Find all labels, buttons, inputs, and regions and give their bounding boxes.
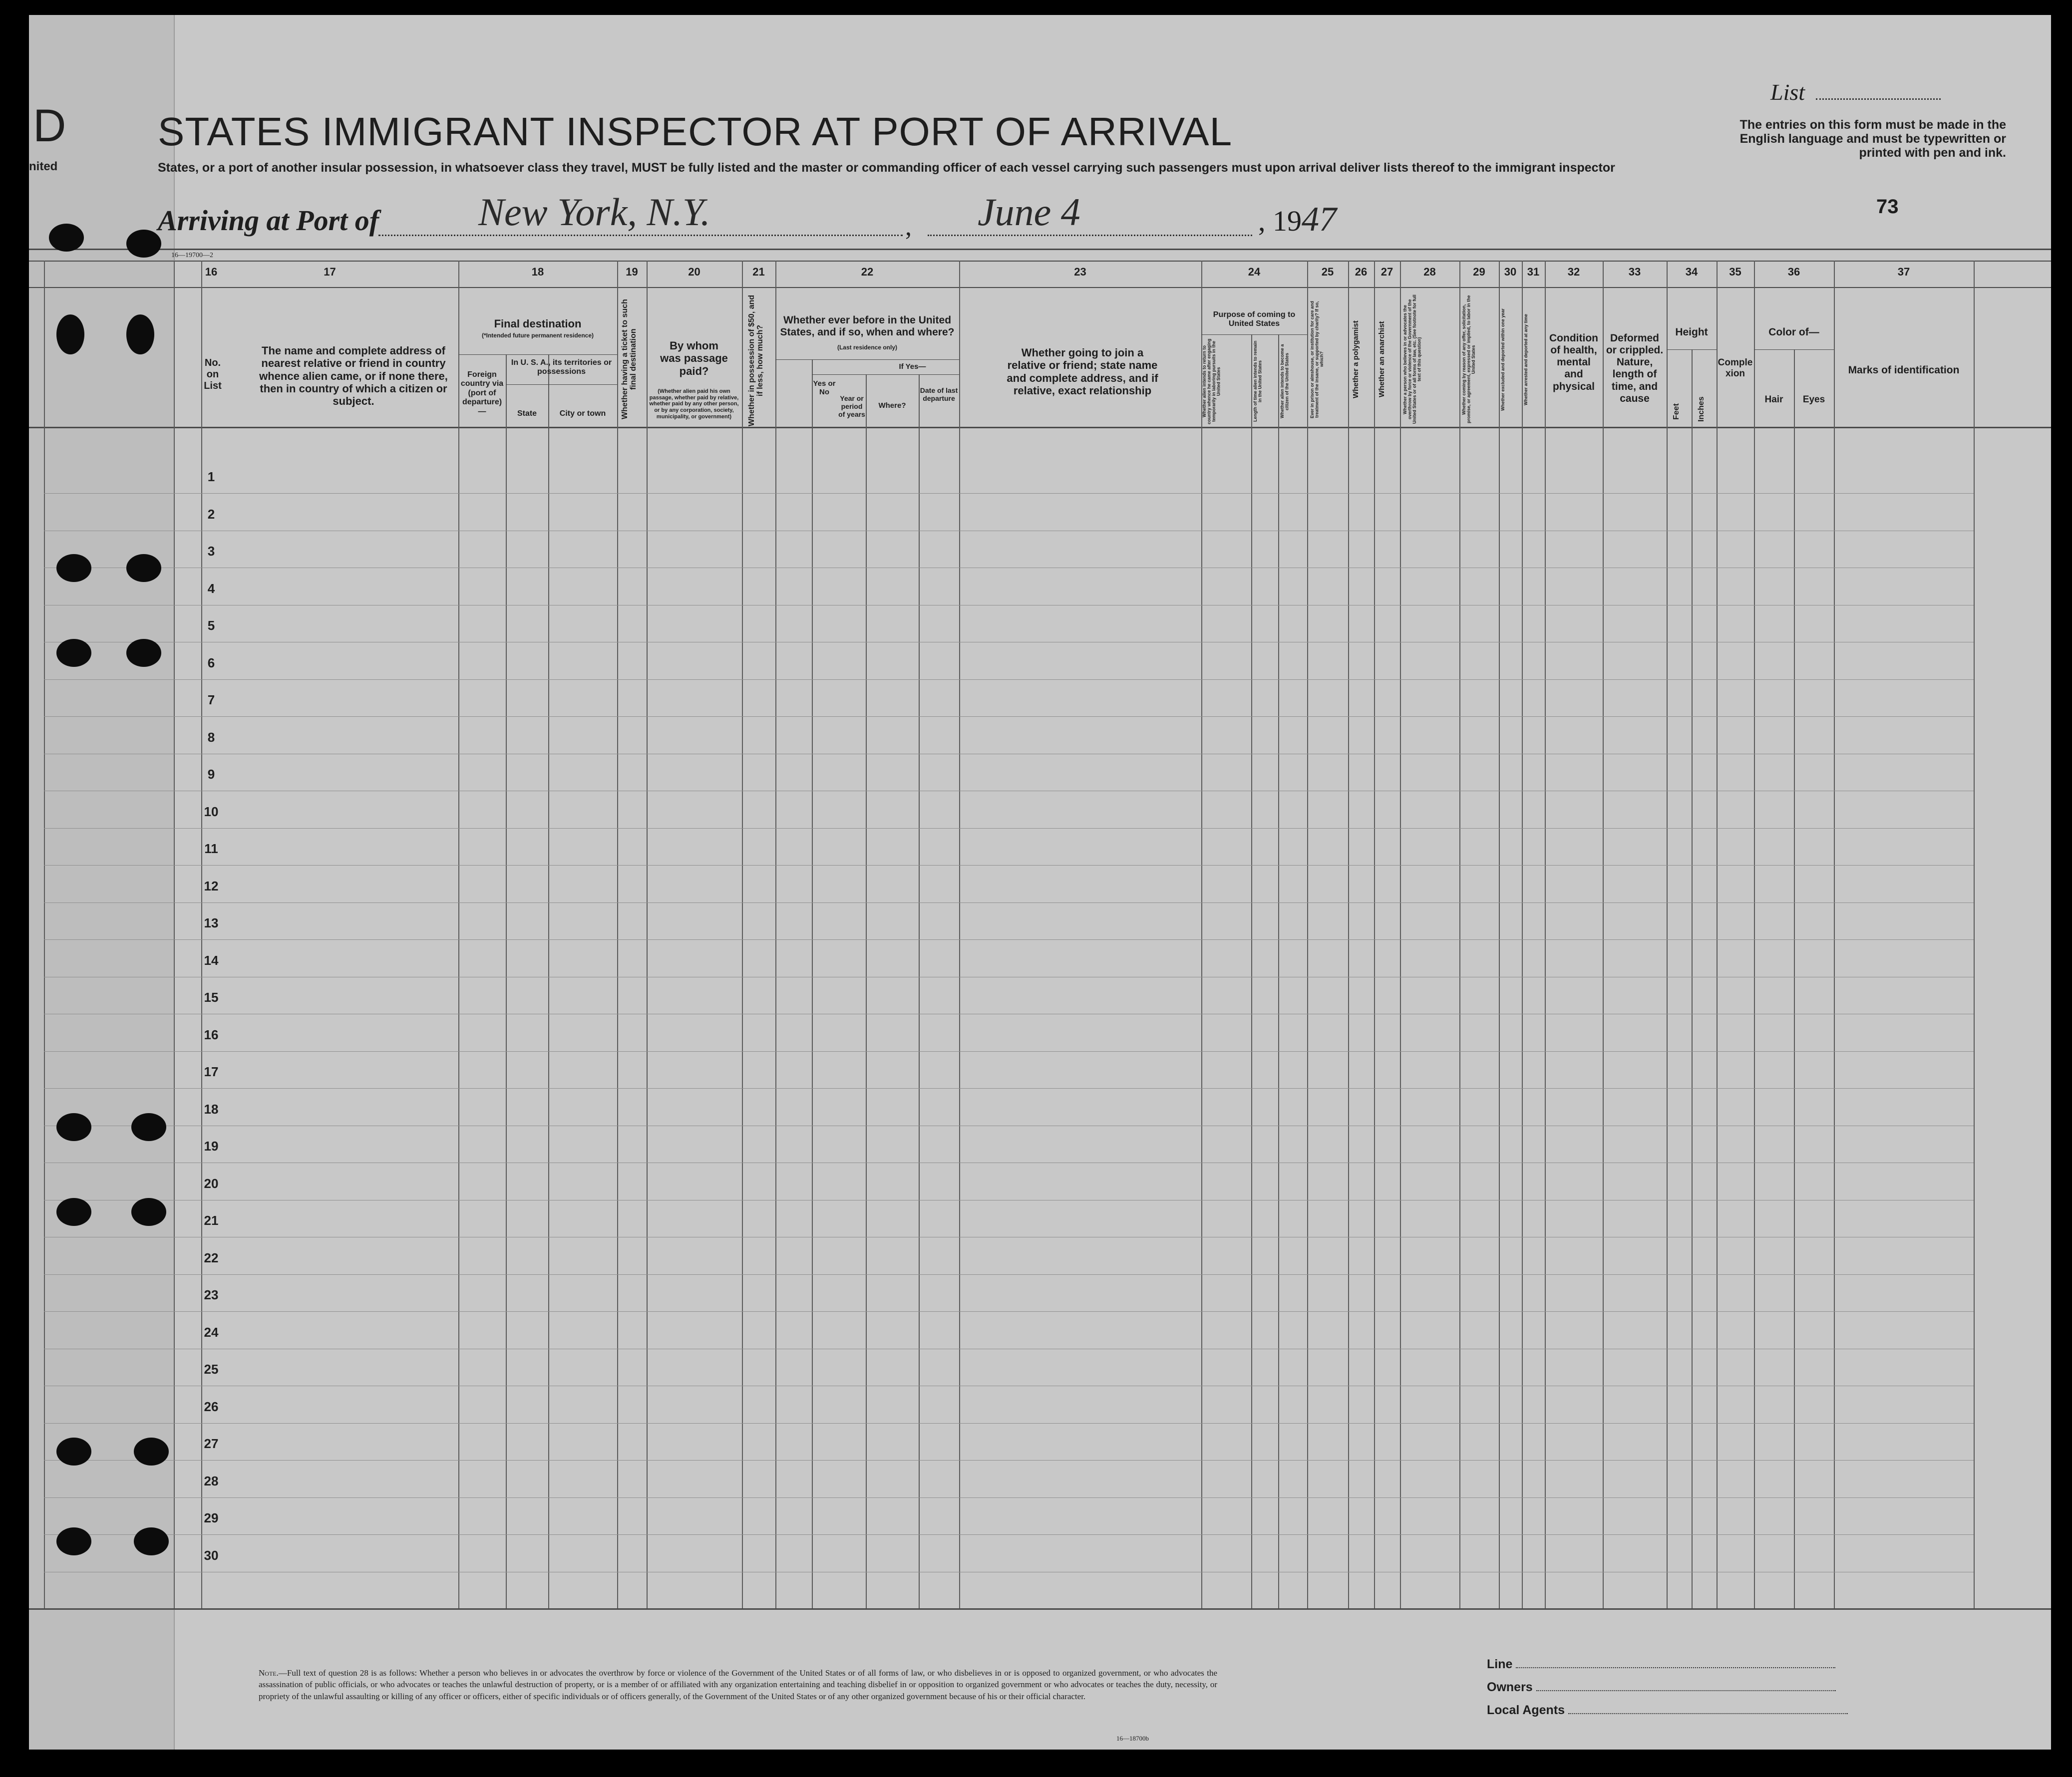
punch-hole [126,314,154,354]
arrival-year: , 1947 [1258,200,1337,239]
colnum-35: 35 [1729,266,1741,278]
col-line-36 [1834,261,1835,1608]
row-number: 4 [207,581,215,596]
col-line-20 [742,261,743,1608]
col36-hair: Hair [1764,394,1783,405]
row-number: 6 [207,655,215,670]
col-line-28 [1459,261,1460,1608]
punch-hole [56,639,91,667]
colnum-28: 28 [1423,266,1436,278]
margin-letter: D [33,100,66,151]
page-number: 73 [1876,196,1899,218]
col18-city: City or town [559,409,606,418]
col33-header: Deformed or crippled. Nature, length of time, and cause [1606,332,1664,404]
footer-line-field[interactable] [1516,1667,1835,1668]
punch-hole [131,1198,166,1226]
row-number: 14 [204,952,219,968]
footer-owners-label: Owners [1487,1680,1533,1694]
arrival-port-value[interactable]: New York, N.Y. [478,190,710,234]
row-number: 3 [207,544,215,559]
col-line-32 [1603,261,1604,1608]
col-line-29 [1499,261,1500,1608]
punch-hole [49,224,84,252]
col18-foreign: Foreign country via (port of departure)— [460,370,504,416]
col34-inches: Inches [1697,396,1706,422]
colnum-16: 16 [205,266,218,278]
row-number: 10 [204,804,219,819]
col23-header: Whether going to join a relative or friend; state name and complete address, and if relative, exact relationship [1007,346,1158,397]
col22-period: Year or period of years [838,394,865,419]
row-rule [44,902,1974,903]
footnote-label: Note. [259,1668,279,1678]
col36-eyes: Eyes [1802,394,1825,405]
col-line-26 [1374,261,1375,1608]
colnum-33: 33 [1628,266,1641,278]
row-number: 29 [204,1510,219,1525]
row-rule [44,1088,1974,1089]
row-rule [44,1460,1974,1461]
colnum-27: 27 [1381,266,1393,278]
folded-margin [29,15,175,1750]
rule-22-ifyes [812,374,959,375]
row-number: 21 [204,1213,219,1228]
col31-header: Whether arrested and deported at any time [1523,313,1528,405]
col-line-37 [1974,261,1975,1608]
col-line-18 [617,261,618,1608]
col22-where: Where? [878,401,906,410]
col16-header: No. on List [204,357,222,391]
arrival-year-printed: 19 [1273,205,1302,237]
col-line-24a [1251,334,1252,1608]
row-number: 2 [207,506,215,522]
punch-hole [131,1113,166,1141]
colnum-23: 23 [1074,266,1086,278]
rule-34-sub [1667,349,1717,350]
col-line-17 [458,261,459,1608]
colnum-22: 22 [861,266,874,278]
colnum-31: 31 [1527,266,1540,278]
col-line-30 [1522,261,1523,1608]
col28-header: Whether a person who believes in or advocates the overthrow by force or violence of the Government of the United States or of all forms of law, etc. (See footnote for full text of this question) [1402,295,1422,424]
row-rule [44,939,1974,940]
footer-agents-label: Local Agents [1487,1703,1565,1717]
col36-header: Color of— [1768,326,1819,338]
row-rule [44,1311,1974,1312]
col-line-36a [1794,349,1795,1608]
row-number: 25 [204,1362,219,1377]
col24-sub-a: Whether alien intends to return to country whence he came after engaging temporarily in laboring pursuits in the United States [1202,338,1221,424]
table-rule-bottom [29,1608,2051,1610]
col18-note: (*Intended future permanent residence) [481,332,594,339]
colnum-36: 36 [1787,266,1800,278]
form-instructions: The entries on this form must be made in the English language and must be typewritten or printed with pen and ink. [1739,118,2006,160]
col-line-a [44,261,45,1608]
colnum-32: 32 [1567,266,1580,278]
col22-if-yes: If Yes— [899,362,926,371]
col21-header: Whether in possession of $50, and if less, how much? [747,295,764,427]
row-number: 11 [204,841,218,856]
arrival-date-line [928,235,1252,236]
punch-hole [126,230,161,258]
page-subtitle: States, or a port of another insular possession, in whatsoever class they travel, MUST be fully listed and the master or commanding officer of each vessel carrying such passengers must upon arrival deliver lists thereof to the immigrant inspector [158,161,1615,175]
row-number: 12 [204,878,219,893]
footer-line-label: Line [1487,1657,1513,1671]
punch-hole [56,1527,91,1555]
col-line-21 [775,261,776,1608]
row-rule [44,828,1974,829]
col-line-22 [959,261,960,1608]
punch-hole [56,1198,91,1226]
col-line-18a [506,354,507,1608]
colnum-30: 30 [1504,266,1517,278]
col22-header: Whether ever before in the United States, and if so, when and where? [780,314,955,338]
colnum-25: 25 [1321,266,1334,278]
row-number: 20 [204,1176,219,1191]
row-number: 28 [204,1473,219,1488]
colnum-37: 37 [1897,266,1910,278]
colnum-24: 24 [1248,266,1261,278]
col34-header: Height [1675,326,1708,338]
header-rule-3 [29,287,2051,288]
row-number: 26 [204,1399,219,1414]
col24-sub-c: Whether alien intends to become a citizen of the United States [1280,344,1290,419]
row-number: 18 [204,1101,219,1117]
colnum-34: 34 [1685,266,1698,278]
row-number: 19 [204,1139,219,1154]
row-rule [44,1423,1974,1424]
colnum-17: 17 [324,266,336,278]
punch-hole [56,1438,91,1466]
rule-22-sub [775,359,959,360]
row-number: 15 [204,990,219,1005]
rule-36-sub [1754,349,1834,350]
footer-owners [1487,1680,1836,1695]
col-line-34a [1692,349,1693,1608]
row-number: 27 [204,1436,219,1451]
col35-header: Complexion [1718,357,1753,379]
header-rule-top [29,249,2051,250]
col17-header: The name and complete address of nearest relative or friend in country whence alien came, or if none there, then in country of which a citizen or subject. [259,344,448,408]
footnote [259,1667,1217,1702]
page-title: STATES IMMIGRANT INSPECTOR AT PORT OF ARRIVAL [158,109,1233,154]
row-rule [44,1051,1974,1052]
col18-usa: In U. S. A., its territories or possessions [511,358,612,376]
col24-header: Purpose of coming to United States [1213,310,1296,328]
row-number: 9 [207,767,215,782]
colnum-20: 20 [688,266,700,278]
rule-18-sub [458,354,617,355]
col-line-34 [1717,261,1718,1608]
row-number: 16 [204,1027,219,1042]
punch-hole [56,554,91,582]
colnum-29: 29 [1473,266,1485,278]
col20-note: (Whether alien paid his own passage, whether paid by relative, whether paid by any other person, or by any corporation, society, municipality, or government) [649,388,739,420]
row-number: 23 [204,1287,219,1302]
col26-header: Whether a polygamist [1352,320,1360,398]
col18-state: State [517,409,537,418]
colnum-18: 18 [531,266,544,278]
col-line-b [174,261,175,1608]
col-line-33 [1667,261,1668,1608]
row-number: 17 [204,1064,219,1079]
list-label-text: List [1770,79,1805,105]
row-number: 5 [207,618,215,633]
col-line-24 [1307,261,1308,1608]
rule-18-usa [506,384,617,385]
col22-note: (Last residence only) [837,344,898,351]
col-line-23 [1201,261,1202,1608]
col-line-19 [647,261,648,1608]
punch-hole [56,314,84,354]
col19-header: Whether having a ticket to such final destination [621,299,638,420]
col34-feet: Feet [1672,403,1681,420]
colnum-26: 26 [1355,266,1368,278]
punch-hole [134,1438,169,1466]
col-line-25 [1348,261,1349,1608]
footnote-text: —Full text of question 28 is as follows: Whether a person who believes in or advocates the overthrow by force or violence of the Government of the United States or of all forms of law, or who disbelieves in or is opposed to organized government, or who advocates the assassination of public officials, or who advocates or teaches the unlawful destruction of property, or is a member of or affiliated with any organization entertaining and teaching disbelief in or opposition to organized government or who advocates or teaches the duty, necessity, or propriety of the unlawful assaulting or killing of any officer or officers, either of specific individuals or of officers generally, of the Government of the United States or of any other organized government because of his or their official character. [259,1668,1217,1701]
row-rule [44,716,1974,717]
list-dotted-line [1816,98,1941,100]
col22-yes-no: Yes or No [813,379,836,397]
header-rule-2 [29,261,2051,262]
comma-1: , [905,213,912,241]
row-rule [44,1497,1974,1498]
colnum-21: 21 [752,266,765,278]
col30-header: Whether excluded and deported within one year [1500,308,1505,411]
list-label [1770,79,1941,105]
arrival-year-handwritten[interactable]: 47 [1302,200,1337,239]
col37-header: Marks of identification [1848,364,1960,376]
manifest-sheet [29,15,2051,1750]
form-code: 16—19700—2 [171,252,213,259]
footer-agents-field[interactable] [1568,1713,1848,1714]
col18-header: Final destination [494,317,582,330]
col27-header: Whether an anarchist [1378,321,1386,398]
arrival-date-value[interactable]: June 4 [978,190,1080,234]
col25-header: Ever in prison or almshouse, or institution for care and treatment of the insane, or supported by charity? If so, which? [1310,300,1324,418]
footer-owners-field[interactable] [1536,1690,1836,1691]
row-number: 30 [204,1547,219,1563]
arrival-port-line [378,235,903,236]
punch-hole [134,1527,169,1555]
punch-hole [126,554,161,582]
col-line-24b [1278,334,1279,1608]
row-number: 24 [204,1324,219,1340]
row-number: 13 [204,915,219,930]
col22-date: Date of last departure [920,386,958,403]
col32-header: Condition of health, mental and physical [1549,332,1598,392]
row-rule [44,1274,1974,1275]
row-rule [44,493,1974,494]
row-number: 8 [207,729,215,745]
row-rule [44,679,1974,680]
punch-hole [56,1113,91,1141]
col-line-35 [1754,261,1755,1608]
arrival-label: Arriving at Port of [158,204,379,237]
col-line-18b [548,354,549,1608]
header-rule-bottom [29,427,2051,428]
col-line-31 [1545,261,1546,1608]
footer-agents [1487,1703,1848,1718]
punch-hole [126,639,161,667]
col24-sub-b: Length of time alien intends to remain in the United States [1253,340,1263,422]
row-rule [44,865,1974,866]
footer-form-code: 16—18700b [1116,1735,1149,1742]
col-line-27 [1400,261,1401,1608]
col20-header: By whom was passage paid? [660,339,728,377]
row-number: 1 [207,469,215,484]
row-number: 22 [204,1250,219,1265]
col-line-22a [812,359,813,1608]
rule-24-sub [1201,334,1307,335]
footer-line [1487,1657,1835,1672]
margin-text: nited [29,160,58,173]
row-rule [44,1534,1974,1535]
colnum-19: 19 [626,266,638,278]
row-number: 7 [207,692,215,707]
col29-header: Whether coming by reason of any offer, solicitation, promise, or agreement, expressed or implied, to labor in the United States [1461,295,1476,424]
